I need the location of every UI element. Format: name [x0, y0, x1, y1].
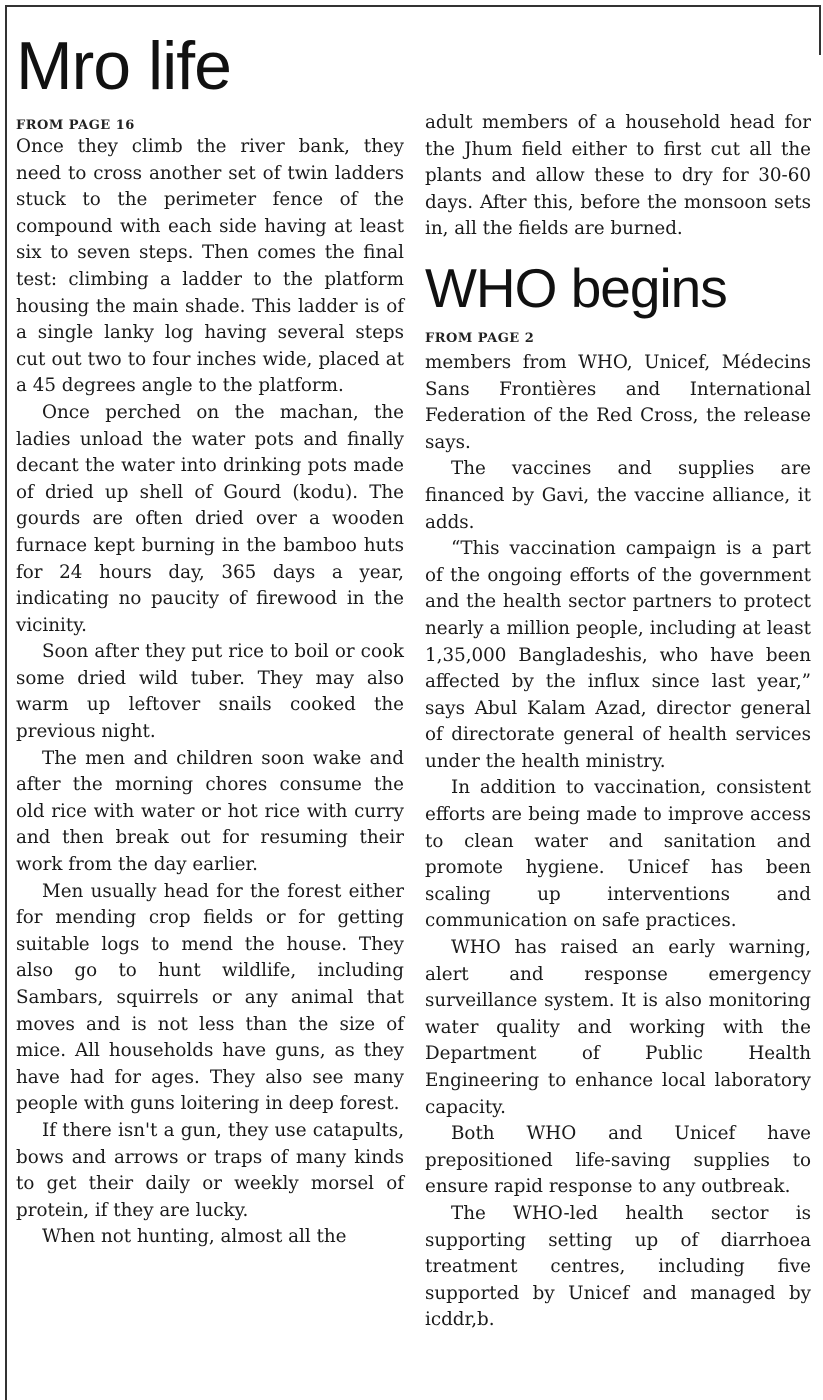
left-border-rule: [5, 5, 7, 1400]
who-begins-headline: WHO begins: [425, 256, 727, 319]
who-begins-from-page: FROM PAGE 2: [425, 330, 535, 346]
mro-life-paragraph: Once they climb the river bank, they need to cross another set of twin ladders stuck to the perimeter fence of the compound with each side having at least six to seven steps. Then comes the final test: climbing a ladder to the platform housing the main shade. This ladder is of a single lanky log having several steps cut out two to four inches wide, placed at a 45 degrees angle to the platform.: [16, 136, 404, 397]
mro-life-body: [16, 134, 404, 1251]
who-begins-paragraph: In addition to vaccination, consistent efforts are being made to improve access to clean water and sanitation and promote hygiene. Unicef has been scaling up interventions and communication on safe practices.: [425, 777, 811, 932]
who-begins-paragraph: Both WHO and Unicef have prepositioned life-saving supplies to ensure rapid response to any outbreak.: [425, 1123, 811, 1198]
mro-life-continuation: adult members of a household head for the Jhum field either to first cut all the plants and allow these to dry for 30-60 days. After this, before the monsoon sets in, all the fields are burned.: [425, 112, 811, 240]
mro-life-paragraph: The men and children soon wake and after the morning chores consume the old rice with water or hot rice with curry and then break out for resuming their work from the day earlier.: [16, 747, 404, 876]
mro-life-paragraph: If there isn't a gun, they use catapults, bows and arrows or traps of many kinds to get their daily or weekly morsel of protein, if they are lucky.: [16, 1119, 404, 1221]
who-begins-paragraph: The WHO-led health sector is supporting setting up of diarrhoea treatment centres, including five supported by Unicef and managed by icddr,b.: [425, 1202, 811, 1331]
who-begins-paragraph: WHO has raised an early warning, alert and response emergency surveillance system. It is also monitoring water quality and working with the Department of Public Health Engineering to enhance local laboratory capacity.: [425, 937, 811, 1118]
right-column: [425, 110, 811, 1334]
top-border-rule: [5, 5, 821, 7]
who-begins-paragraph: “This vaccination campaign is a part of the ongoing efforts of the government and the health sector partners to protect nearly a million people, including at least 1,35,000 Bangladeshis, who have been affected by the influx since last year,” says Abul Kalam Azad, director general of directorate general of health services under the health ministry.: [425, 538, 811, 772]
mro-life-paragraph: Once perched on the machan, the ladies unload the water pots and finally decant the water into drinking pots made of dried up shell of Gourd (kodu). The gourds are often dried over a wooden furnace kept burning in the bamboo huts for 24 hours day, 365 days a year, indicating no paucity of firewood in the vicinity.: [16, 401, 404, 636]
mro-life-paragraph: When not hunting, almost all the: [42, 1226, 347, 1248]
right-border-rule: [819, 5, 821, 55]
who-begins-paragraph: The vaccines and supplies are financed by Gavi, the vaccine alliance, it adds.: [425, 458, 811, 533]
mro-life-paragraph: Men usually head for the forest either for mending crop fields or for getting suitable logs to mend the house. They also go to hunt wildlife, including Sambars, squirrels or any animal that moves and is not less than the size of mice. All households have guns, as they have had for ages. They also see many people with guns loitering in deep forest.: [16, 880, 404, 1115]
who-begins-paragraph: members from WHO, Unicef, Médecins Sans Frontières and International Federation of the Red Cross, the release says.: [425, 351, 811, 453]
mro-life-headline: Mro life: [16, 28, 231, 104]
mro-life-from-page: FROM PAGE 16: [16, 118, 135, 133]
mro-life-paragraph: Soon after they put rice to boil or cook some dried wild tuber. They may also warm up leftover snails cooked the previous night.: [16, 641, 404, 743]
